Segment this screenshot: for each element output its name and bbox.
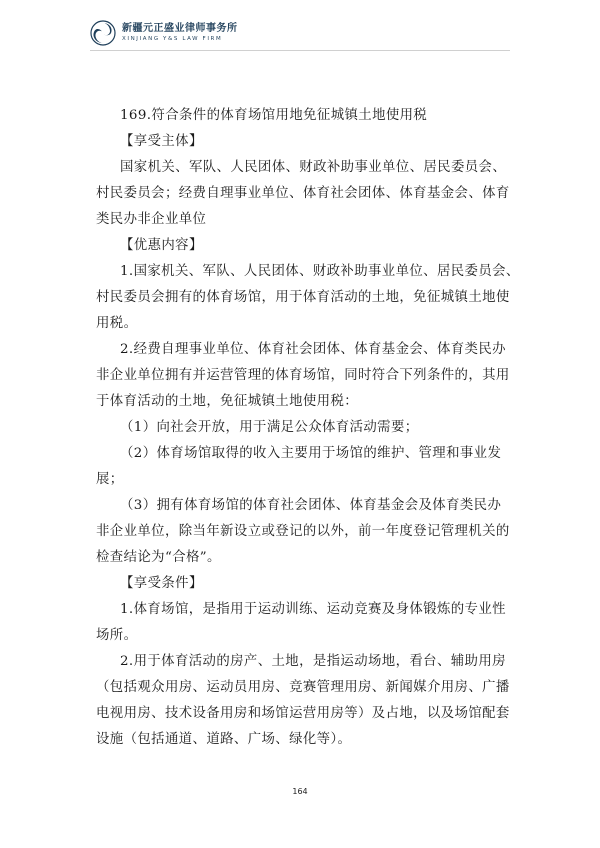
text-line: 设施（包括通道、道路、广场、绿化等）。	[96, 732, 352, 747]
text-line: 非企业单位，除当年新设立或登记的以外，前一年度登记管理机关的	[96, 524, 510, 539]
document-body	[96, 103, 520, 753]
firm-name	[122, 24, 238, 43]
text-line: 村民委员会；经费自理事业单位、体育社会团体、体育基金会、体育	[96, 186, 510, 201]
text-line: 1.国家机关、军队、人民团体、财政补助事业单位、居民委员会、	[120, 264, 520, 279]
text-line: （2）体育场馆取得的收入主要用于场馆的维护、管理和事业发	[120, 446, 502, 461]
text-line: 类民办非企业单位	[96, 212, 207, 227]
firm-name-chinese: 新疆元正盛业律师事务所	[122, 22, 238, 34]
text-line: 【享受条件】	[120, 576, 203, 591]
text-line: 【享受主体】	[120, 134, 203, 149]
text-line: 2.用于体育活动的房产、土地，是指运动场地，看台、辅助用房	[120, 654, 506, 669]
firm-name-english: XINJIANG Y&S LAW FIRM	[122, 35, 223, 42]
header-divider	[90, 50, 510, 51]
text-line: （包括观众用房、运动员用房、竞赛管理用房、新闻媒介用房、广播	[96, 680, 510, 695]
text-line: 2.经费自理事业单位、体育社会团体、体育基金会、体育类民办	[120, 342, 506, 357]
text-line: 电视用房、技术设备用房和场馆运营用房等）及占地，以及场馆配套	[96, 706, 510, 721]
text-line: 于体育活动的土地，免征城镇土地使用税：	[96, 394, 359, 409]
text-line: （3）拥有体育场馆的体育社会团体、体育基金会及体育类民办	[120, 498, 502, 513]
page-number: 164	[292, 787, 308, 796]
text-line: 村民委员会拥有的体育场馆，用于体育活动的土地，免征城镇土地使	[96, 290, 510, 305]
document-header	[90, 18, 510, 48]
text-line: 场所。	[96, 628, 138, 643]
text-line: 展；	[96, 472, 124, 487]
text-line: 用税。	[96, 316, 138, 331]
text-line: 国家机关、军队、人民团体、财政补助事业单位、居民委员会、	[120, 160, 507, 175]
text-line: 【优惠内容】	[120, 238, 203, 253]
text-line: 1.体育场馆，是指用于运动训练、运动竞赛及身体锻炼的专业性	[120, 602, 506, 617]
swirl-logo-icon	[90, 20, 116, 46]
text-line: 非企业单位拥有并运营管理的体育场馆，同时符合下列条件的，其用	[96, 368, 510, 383]
text-line: （1）向社会开放，用于满足公众体育活动需要；	[120, 420, 419, 435]
text-line: 检查结论为“合格”。	[96, 550, 221, 565]
text-line: 169.符合条件的体育场馆用地免征城镇土地使用税	[120, 108, 428, 123]
